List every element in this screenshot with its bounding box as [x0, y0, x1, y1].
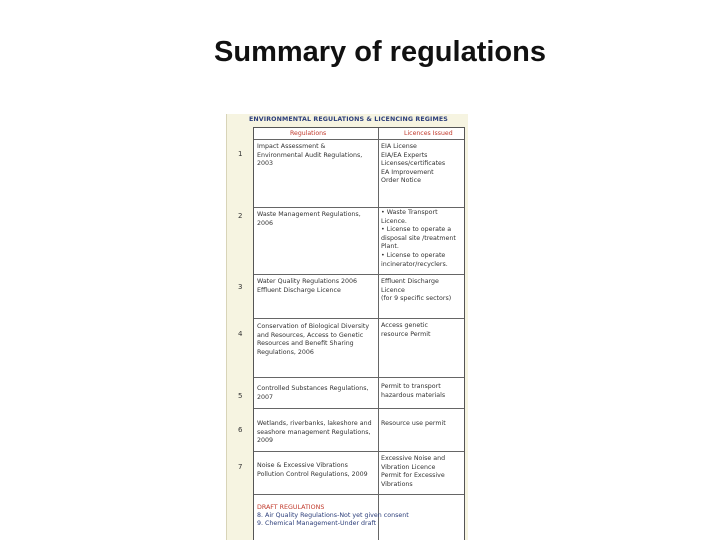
row-number: 6: [238, 426, 243, 434]
regulation-cell: Wetlands, riverbanks, lakeshore and seashore management Regulations, 2009: [257, 420, 372, 445]
row-divider: [254, 494, 464, 495]
row-divider: [254, 318, 464, 319]
regulation-cell: Impact Assessment & Environmental Audit Regulations, 2003: [257, 143, 363, 168]
row-number: 4: [238, 330, 243, 338]
row-divider: [254, 274, 464, 275]
licence-cell: • Waste Transport Licence. • License to operate a disposal site /treatment Plant. • License to operate incinerator/recyclers.: [381, 209, 456, 268]
row-divider: [254, 377, 464, 378]
header-divider: [254, 139, 464, 140]
regulation-cell: Noise & Excessive Vibrations Pollution Control Regulations, 2009: [257, 462, 368, 478]
regulation-cell: Water Quality Regulations 2006 Effluent Discharge Licence: [257, 278, 358, 294]
row-number: 3: [238, 283, 243, 291]
draft-title: DRAFT REGULATIONS: [257, 504, 325, 511]
row-divider: [254, 408, 464, 409]
regulations-table: [238, 127, 465, 540]
row-number: 5: [238, 392, 243, 400]
draft-item: 8. Air Quality Regulations-Not yet given consent: [257, 512, 409, 519]
regulation-cell: Conservation of Biological Diversity and Resources, Access to Genetic Resources and Benefit Sharing Regulations, 2006: [257, 323, 370, 356]
row-number: 2: [238, 212, 243, 220]
regulations-document-image: [226, 114, 468, 540]
row-number: 1: [238, 150, 243, 158]
row-divider: [254, 451, 464, 452]
column-header-regulations: Regulations: [290, 130, 327, 137]
licence-cell: Resource use permit: [381, 420, 446, 427]
licence-cell: EIA License EIA/EA Experts Licenses/certificates EA Improvement Order Notice: [381, 143, 446, 185]
column-header-licences: Licences Issued: [404, 130, 453, 137]
licence-cell: Permit to transport hazardous materials: [381, 383, 446, 399]
licence-cell: Effluent Discharge Licence (for 9 specific sectors): [381, 278, 452, 303]
column-divider: [378, 128, 379, 540]
draft-item: 9. Chemical Management-Under draft: [257, 520, 377, 527]
document-heading: ENVIRONMENTAL REGULATIONS & LICENCING REGIMES: [249, 116, 448, 123]
regulation-cell: Waste Management Regulations, 2006: [257, 211, 361, 227]
row-divider: [254, 207, 464, 208]
regulation-cell: Controlled Substances Regulations, 2007: [257, 385, 369, 401]
slide-title: Summary of regulations: [214, 36, 546, 68]
row-number: 7: [238, 463, 243, 471]
draft-regulations: [257, 504, 409, 528]
licence-cell: Access genetic resource Permit: [381, 322, 431, 338]
licence-cell: Excessive Noise and Vibration Licence Permit for Excessive Vibrations: [381, 455, 446, 488]
